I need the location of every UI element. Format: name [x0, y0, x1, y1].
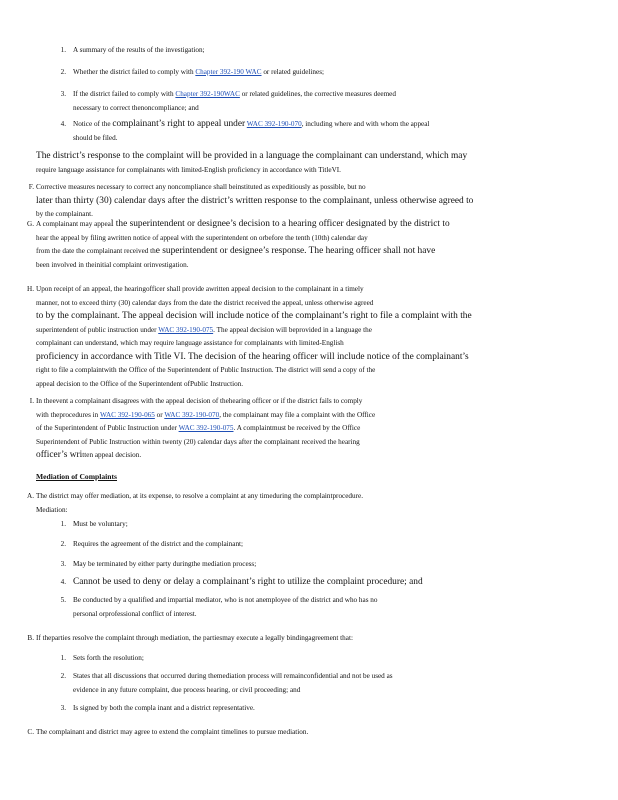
text-run: A complainant may appea — [36, 220, 111, 228]
paragraph-text — [36, 726, 308, 740]
item-marker: 1. — [60, 520, 66, 528]
text-run: complainant can understand, which may require language assistance for complainants with limited-English — [36, 339, 344, 347]
text-line — [36, 310, 472, 324]
item-text — [73, 652, 144, 666]
text-run-large: officer’s wri — [36, 450, 83, 460]
paragraph-marker: H. — [27, 285, 34, 293]
text-line — [73, 576, 423, 590]
text-run-large: l the superintendent or designee’s decision to a hearing officer designated by the district to — [110, 219, 450, 229]
text-run: or related guidelines; — [261, 68, 324, 76]
text-run: The complainant and district may agree to extend the complaint timelines to pursue mediation. — [36, 728, 309, 736]
text-run: The district may offer mediation, at its expense, to resolve a complaint at any timeduring the complaintprocedure. — [36, 492, 363, 500]
item-text — [73, 576, 423, 590]
text-run: tten appeal decision. — [82, 451, 142, 459]
text-run: appeal decision to the Office of the Superintendent ofPublic Instruction. — [36, 379, 244, 388]
paragraph-text — [36, 150, 467, 177]
text-run: A summary of the results of the investigation; — [73, 46, 205, 54]
text-line — [36, 378, 472, 392]
text-run-large: e superintendent or designee’s response. The hearing officer shall not have — [155, 246, 436, 256]
text-line — [36, 395, 375, 409]
wac-reference-link[interactable]: WAC 392-190-070 — [164, 410, 220, 419]
item-marker: 3. — [60, 90, 66, 98]
wac-reference-link[interactable]: WAC 392-190-065 — [99, 410, 155, 419]
text-line — [36, 436, 375, 450]
item-text — [73, 118, 429, 145]
text-run: Is signed by both the compla inant and a district representative. — [73, 704, 255, 712]
item-text — [73, 518, 128, 532]
text-line — [36, 422, 375, 436]
text-line — [73, 684, 393, 698]
item-marker: 4. — [60, 120, 66, 128]
text-run: right to file a complaintwith the Office of the Superintendent of Public Instruction. The district will send a copy of the — [36, 366, 376, 374]
wac-reference-link[interactable]: Chapter 392-190WAC — [175, 90, 240, 98]
text-run: or — [154, 410, 165, 419]
item-marker: 1. — [60, 654, 66, 662]
text-run: evidence in any future complaint, due process hearing, or civil proceeding; and — [73, 685, 301, 694]
text-run: personal orprofessional conflict of interest. — [73, 609, 197, 618]
text-line — [73, 518, 128, 532]
text-run: If theparties resolve the complaint through mediation, the partiesmay execute a legally bindingagreement that: — [36, 634, 353, 642]
text-line — [73, 594, 378, 608]
text-line — [36, 283, 472, 297]
section-heading: Mediation of Complaints — [36, 472, 118, 481]
text-line — [36, 504, 363, 518]
text-line — [36, 150, 467, 164]
text-line — [36, 324, 472, 338]
text-line — [36, 181, 473, 195]
item-text — [73, 44, 205, 58]
item-marker: 5. — [60, 596, 66, 604]
text-run: Whether the district failed to comply with — [73, 68, 196, 76]
text-run: or related guidelines, the corrective measures deemed — [239, 90, 396, 98]
paragraph-text — [36, 632, 353, 646]
text-line — [36, 632, 353, 646]
wac-reference-link[interactable]: Chapter 392-190 WAC — [195, 68, 262, 76]
text-line — [73, 558, 256, 572]
item-marker: 1. — [60, 46, 66, 54]
text-line — [36, 449, 375, 463]
text-run-large: complainant’s right to appeal under — [112, 119, 246, 129]
text-run-large: The district’s response to the complaint will be provided in a language the complainant can understand, which may — [36, 151, 468, 161]
text-line — [73, 88, 396, 102]
text-run: Must be voluntary; — [73, 520, 128, 528]
text-run-large: later than thirty (30) calendar days after the district’s written response to the complainant, unless otherwise agreed to — [36, 195, 474, 206]
text-run: May be terminated by either party duringthe mediation process; — [73, 560, 257, 568]
text-run: Sets forth the resolution; — [73, 654, 144, 662]
text-run: Corrective measures necessary to correct any noncompliance shall beinstituted as expeditiously as possible, but no — [36, 183, 366, 191]
text-run: Notice of the — [73, 120, 113, 128]
wac-reference-link[interactable]: WAC 392-190-075 — [178, 424, 234, 432]
item-marker: 2. — [60, 540, 66, 548]
paragraph-marker: F. — [28, 183, 34, 191]
text-line — [73, 652, 144, 666]
text-run: necessary to correct thenoncompliance; and — [73, 103, 199, 112]
text-run: of the Superintendent of Public Instruction under — [36, 424, 179, 432]
text-line — [36, 259, 450, 273]
text-run: , the complainant may file a complaint with the Office — [219, 410, 376, 419]
paragraph-marker: A. — [27, 492, 34, 500]
text-run: with theprocedures in — [36, 410, 100, 419]
item-text — [73, 702, 255, 716]
item-marker: 3. — [60, 704, 66, 712]
text-run-large: to by the complainant. The appeal decision will include notice of the complainant’s right to file a complaint with the — [36, 311, 472, 321]
item-text — [73, 558, 256, 572]
paragraph-text — [36, 283, 472, 391]
paragraph-text — [36, 490, 363, 517]
wac-reference-link[interactable]: WAC 392-190-075 — [158, 325, 214, 334]
text-line — [73, 538, 243, 552]
item-text — [73, 88, 396, 115]
paragraph-marker: C. — [27, 728, 34, 736]
text-run: manner, not to exceed thirty (30) calendar days from the date the district received the appeal, unless otherwise agreed — [36, 298, 374, 307]
text-run: Be conducted by a qualified and impartial mediator, who is not anemployee of the district and who has no — [73, 596, 378, 604]
text-line — [36, 337, 472, 351]
text-run-large: Cannot be used to deny or delay a complainant’s right to utilize the complaint procedure; and — [73, 577, 423, 587]
wac-reference-link[interactable]: WAC 392-190-070 — [246, 120, 302, 128]
item-text — [73, 66, 324, 80]
text-run: If the district failed to comply with — [73, 90, 176, 98]
text-line — [73, 118, 429, 132]
text-line — [36, 726, 308, 740]
item-marker: 4. — [60, 578, 66, 586]
item-text — [73, 538, 243, 552]
text-run: Superintendent of Public Instruction within twenty (20) calendar days after the complainant received the hearing — [36, 437, 360, 446]
text-run: States that all discussions that occurred during themediation process will remainconfidential and not be used as — [73, 672, 393, 680]
item-marker: 3. — [60, 560, 66, 568]
item-marker: 2. — [60, 672, 66, 680]
text-line — [36, 297, 472, 311]
text-line — [36, 232, 450, 246]
item-text — [73, 594, 378, 621]
paragraph-marker: G. — [27, 220, 34, 228]
text-line — [36, 351, 472, 365]
text-run: Mediation: — [36, 505, 68, 514]
text-line — [73, 66, 324, 80]
text-line — [73, 702, 255, 716]
text-run: from the date the complainant received th — [36, 247, 156, 255]
paragraph-text — [36, 395, 375, 463]
text-run: In theevent a complainant disagrees with the appeal decision of thehearing officer or if the district fails to comply — [36, 397, 363, 405]
paragraph-text — [36, 181, 473, 222]
text-line — [73, 608, 378, 622]
text-line — [73, 670, 393, 684]
text-line — [36, 409, 375, 423]
text-line — [73, 44, 205, 58]
text-run: should be filed. — [73, 133, 118, 142]
text-run: . The appeal decision will beprovided in a language the — [213, 325, 372, 334]
text-run: Requires the agreement of the district and the complainant; — [73, 540, 244, 548]
text-run: . A complaintmust be received by the Office — [233, 424, 361, 432]
text-run: been involved in theinitial complaint orinvestigation. — [36, 260, 189, 269]
paragraph-text — [36, 218, 450, 272]
text-line — [36, 195, 473, 209]
text-line — [73, 102, 396, 116]
text-run: superintendent of public instruction under — [36, 325, 159, 334]
text-line — [36, 164, 467, 178]
paragraph-marker: B. — [27, 634, 34, 642]
text-run: by the complainant. — [36, 210, 93, 218]
paragraph-marker: I. — [29, 397, 34, 405]
text-line — [36, 364, 472, 378]
item-text — [73, 670, 393, 697]
text-line — [36, 245, 450, 259]
text-run: Upon receipt of an appeal, the hearingofficer shall provide awritten appeal decision to the complainant in a timely — [36, 285, 364, 293]
text-line — [73, 132, 429, 146]
text-run: require language assistance for complainants with limited-English proficiency in accordance with TitleVI. — [36, 165, 341, 174]
text-line — [36, 490, 363, 504]
text-run-large: proficiency in accordance with Title VI. The decision of the hearing officer will include notice of the complainant’s — [36, 351, 469, 362]
text-run: , including where and with whom the appeal — [301, 120, 430, 128]
item-marker: 2. — [60, 68, 66, 76]
text-run: hear the appeal by filing awritten notice of appeal with the superintendent on orbefore the tenth (10th) calendar day — [36, 233, 368, 242]
text-line — [36, 218, 450, 232]
